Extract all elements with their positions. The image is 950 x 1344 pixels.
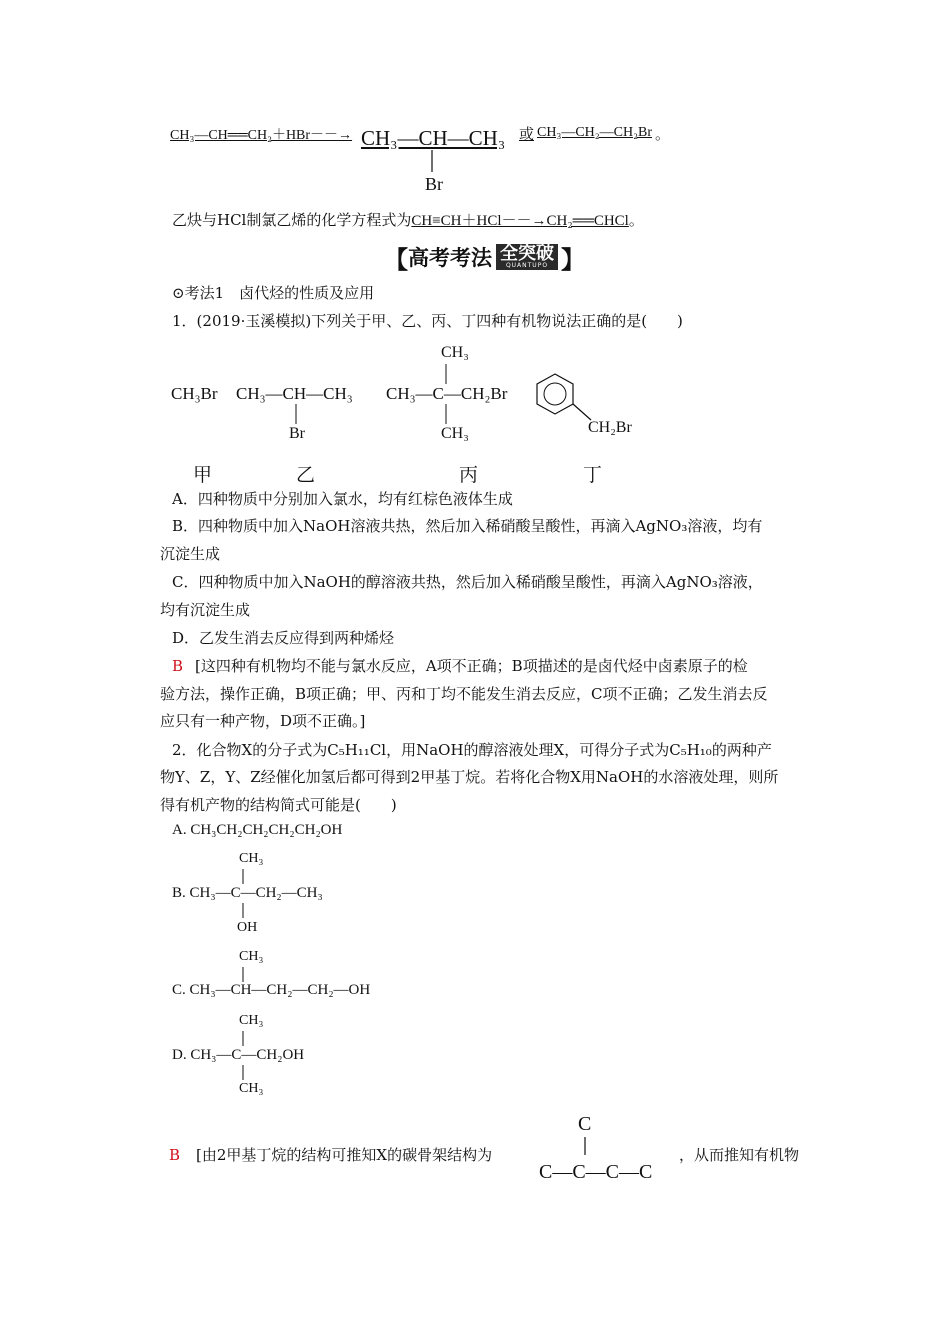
benzene-ring-icon: [535, 370, 595, 430]
q1-structure-bing: CH₃—C—CH₂Br: [386, 384, 508, 403]
label-bing: 丙: [459, 464, 479, 486]
q2-option-c-bond: [242, 967, 244, 983]
q1-option-a: A．四种物质中分别加入氯水，均有红棕色液体生成: [172, 490, 513, 508]
q1-option-b: B．四种物质中加入NaOH溶液共热，然后加入稀硝酸呈酸性，再滴入AgNO₃溶液，均有: [172, 517, 763, 535]
q1-bing-bond-bottom: [445, 404, 447, 426]
q2-explanation-end: ，从而推知有机物: [679, 1146, 800, 1164]
q2-option-a: A. CH₃CH₂CH₂CH₂CH₂OH: [172, 822, 343, 838]
q2-option-b-top: CH₃: [239, 851, 264, 866]
section-heading: ⊙考法1 卤代烃的性质及应用: [172, 284, 375, 302]
q1-yi-br: Br: [289, 425, 305, 442]
banner-box: [496, 244, 558, 270]
q1-explanation-2: 验方法，操作正确，B项正确；甲、丙和丁均不能发生消去反应，C项不正确；乙发生消去反: [160, 685, 768, 703]
q1-option-b-cont: 沉淀生成: [160, 545, 221, 563]
section-marker-icon: ⊙: [172, 284, 185, 302]
q2-option-d-bond-bottom: [242, 1065, 244, 1081]
label-jia: 甲: [193, 464, 213, 486]
skeleton-main: C—C—C—C: [539, 1161, 653, 1183]
banner-box-text: 全突破: [500, 243, 554, 264]
banner-bracket-open: 【: [384, 245, 408, 274]
q2-option-b-bottom: OH: [237, 920, 258, 935]
q2-option-d-bond-top: [242, 1031, 244, 1047]
banner-bracket-close: 】: [561, 245, 585, 274]
q2-option-d-bottom: CH₃: [239, 1081, 264, 1096]
q1-bing-bottom: CH₃: [441, 425, 469, 442]
eq2-line: 乙炔与HCl制氯乙烯的化学方程式为CH≡CH＋HCl－－→CH₂══CHCl。: [172, 211, 644, 229]
q1-option-c-cont: 均有沉淀生成: [160, 601, 251, 619]
banner-title: 高考考法: [408, 246, 492, 270]
q2-option-c-top: CH₃: [239, 949, 264, 964]
eq1-bond: [431, 150, 433, 174]
banner-box-sub: QUANTUPO: [505, 262, 549, 269]
section-banner: [384, 242, 585, 272]
q2-answer: B: [169, 1146, 181, 1164]
q1-ding-sub: CH₂Br: [588, 419, 632, 436]
q1-yi-bond: [295, 404, 297, 426]
q1-option-c: C．四种物质中加入NaOH的醇溶液共热，然后加入稀硝酸呈酸性，再滴入AgNO₃溶液，: [172, 573, 763, 591]
q2-option-c: C. CH₃—CH—CH₂—CH₂—OH: [172, 982, 371, 998]
label-yi: 乙: [296, 464, 316, 486]
q1-bing-bond-top: [445, 364, 447, 386]
q1-explanation-1: [这四种有机物均不能与氯水反应，A项不正确；B项描述的是卤代烃中卤素原子的检: [195, 657, 748, 675]
q2-explanation-start: [由2甲基丁烷的结构可推知X的碳骨架结构为: [196, 1146, 493, 1164]
label-ding: 丁: [583, 464, 603, 486]
q1-stem: 1．(2019·玉溪模拟)下列关于甲、乙、丙、丁四种有机物说法正确的是( ): [172, 312, 683, 330]
q1-structure-yi: CH₃—CH—CH₃: [236, 384, 353, 403]
eq1-product-main: CH₃—CH—CH₃: [361, 126, 506, 150]
q1-option-d: D．乙发生消去反应得到两种烯烃: [172, 629, 395, 647]
q2-option-d-top: CH₃: [239, 1013, 264, 1028]
q1-explanation-3: 应只有一种产物，D项不正确。]: [160, 712, 366, 730]
q2-stem-2: 物Y、Z，Y、Z经催化加氢后都可得到2甲基丁烷。若将化合物X用NaOH的水溶液处理，则所: [160, 768, 779, 786]
q2-option-d: D. CH₃—C—CH₂OH: [172, 1047, 305, 1063]
q2-option-b-bond-bottom: [242, 903, 244, 919]
q2-option-b: B. CH₃—C—CH₂—CH₃: [172, 885, 323, 901]
q2-option-b-bond-top: [242, 869, 244, 885]
q1-structure-jia: CH₃Br: [171, 384, 218, 403]
eq1-alt-product: CH₃—CH₂—CH₂Br: [537, 125, 652, 140]
eq1-reactants: CH₃—CH══CH₂＋HBr－－→: [170, 128, 353, 143]
eq1-end: 。: [655, 125, 671, 143]
skeleton-bond: [584, 1137, 586, 1157]
eq1-or: 或: [519, 125, 535, 143]
q2-stem-1: 2．化合物X的分子式为C₅H₁₁Cl，用NaOH的醇溶液处理X，可得分子式为C₅H₁₀的两种产: [172, 741, 772, 759]
q2-stem-3: 得有机产物的结构简式可能是( ): [160, 796, 397, 814]
eq1-br: Br: [425, 174, 443, 194]
q1-answer: B: [172, 657, 184, 675]
skeleton-top: C: [578, 1113, 592, 1135]
q1-bing-top: CH₃: [441, 344, 469, 361]
